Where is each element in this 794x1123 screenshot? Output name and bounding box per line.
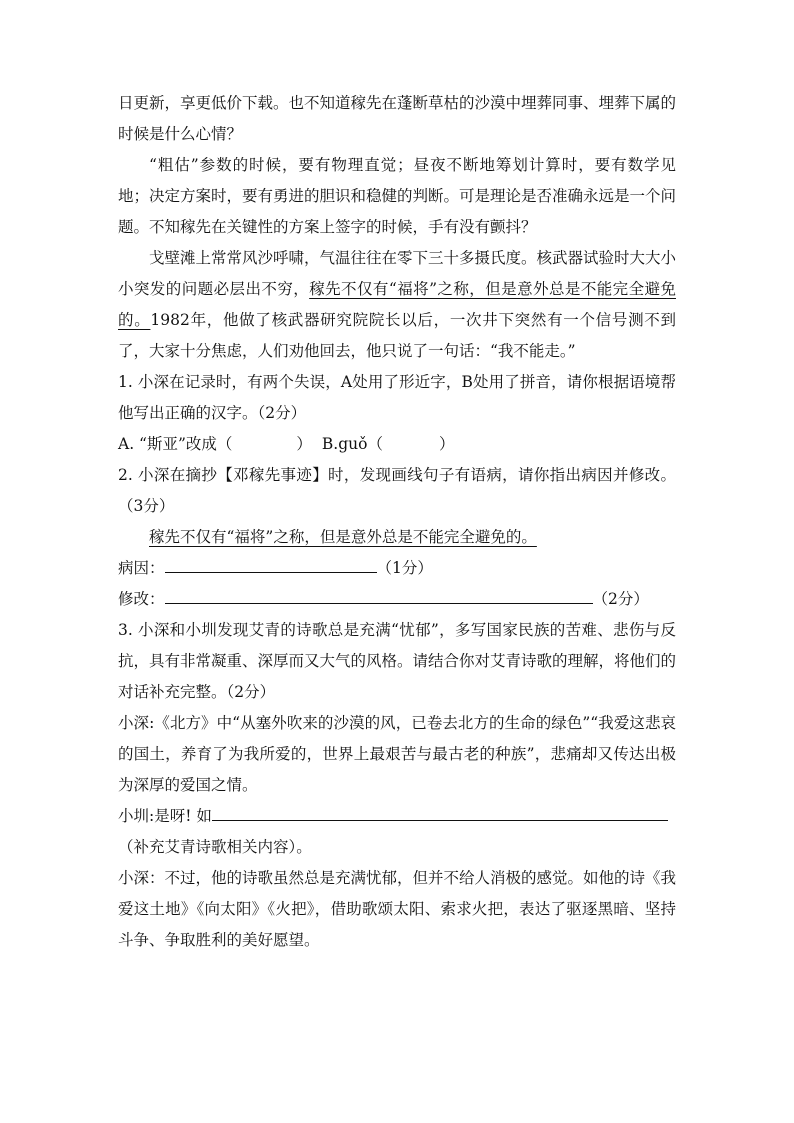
answer-b-label: B.guǒ（ <box>321 435 383 453</box>
answer-a-close: ） <box>296 435 312 453</box>
question-2-prompt: 2. 小深在摘抄【邓稼先事迹】时，发现画线句子有语病，请你指出病因并修改。（3分） <box>118 466 676 515</box>
passage-paragraph-3-start: 戈壁滩上常常风沙呼啸，气温往往在零下三十多摄氏度。核武器试验时大大小小突发的问题必层出不穷， <box>118 249 677 298</box>
passage-paragraph-3 <box>118 243 676 367</box>
passage-paragraph-2: “粗估”参数的时候，要有物理直觉；昼夜不断地筹划计算时，要有数学见地；决定方案时，要有勇进的胆识和稳健的判断。可是理论是否准确永远是一个问题。不知稼先在关键性的方案上签字的时候，手有没有颤抖？ <box>118 156 677 236</box>
question-2-fix-line <box>118 584 676 615</box>
passage-paragraph-3-end: 1982年，他做了核武器研究院院长以后，一次井下突然有一个信号测不到了，大家十分焦虑，人们劝他回去，他只说了一句话：“我不能走。” <box>118 311 676 360</box>
question-2-sentence <box>118 522 676 553</box>
dialogue-line-2-note: （补充艾青诗歌相关内容）。 <box>118 838 312 856</box>
fix-score: （2分） <box>592 590 649 608</box>
document-page <box>118 88 676 956</box>
dialogue-answer-line[interactable] <box>212 802 668 821</box>
dialogue-line-3: 小深：不过，他的诗歌虽然总是充满忧郁，但并不给人消极的感觉。如他的诗《我爱这土地》《向太阳》《火把》，借助歌颂太阳、索求火把，表达了驱逐黑暗、坚持斗争、争取胜利的美好愿望。 <box>118 869 677 949</box>
dialogue-line-2 <box>118 801 676 832</box>
fix-answer-line[interactable] <box>165 585 593 604</box>
answer-b-close: ） <box>438 435 455 453</box>
question-2-underlined-sentence: 稼先不仅有“福将”之称，但是意外总是不能完全避免的。 <box>149 528 537 546</box>
underlined-sentence: 稼先不仅有“福将”之称，但是意外总是不能完全避免的。 <box>118 280 676 329</box>
cause-answer-line[interactable] <box>165 554 377 573</box>
fix-label: 修改： <box>118 590 165 608</box>
answer-a-label: A. “斯亚”改成（ <box>118 435 233 453</box>
cause-score: （1分） <box>376 559 433 577</box>
dialogue-line-2-label: 小圳:是呀! 如 <box>118 807 212 825</box>
question-3-prompt: 3. 小深和小圳发现艾青的诗歌总是充满“忧郁”，多写国家民族的苦难、悲伤与反抗，具有非常凝重、深厚而又大气的风格。请结合你对艾青诗歌的理解，将他们的对话补充完整。（2分） <box>118 621 677 701</box>
question-1-prompt: 1. 小深在记录时，有两个失误，A处用了形近字，B处用了拼音，请你根据语境帮他写出正确的汉字。（2分） <box>118 373 676 422</box>
passage-paragraph-1: 日更新，享更低价下载。也不知道稼先在蓬断草枯的沙漠中埋葬同事、埋葬下属的时候是什么心情？ <box>118 94 677 143</box>
question-1-answers <box>118 429 676 460</box>
dialogue-line-1: 小深:《北方》中“从塞外吹来的沙漠的风，已卷去北方的生命的绿色”“我爱这悲哀的国土，养育了为我所爱的，世界上最艰苦与最古老的种族”，悲痛却又传达出极为深厚的爱国之情。 <box>118 714 676 794</box>
cause-label: 病因： <box>118 559 165 577</box>
question-2-cause-line <box>118 553 676 584</box>
